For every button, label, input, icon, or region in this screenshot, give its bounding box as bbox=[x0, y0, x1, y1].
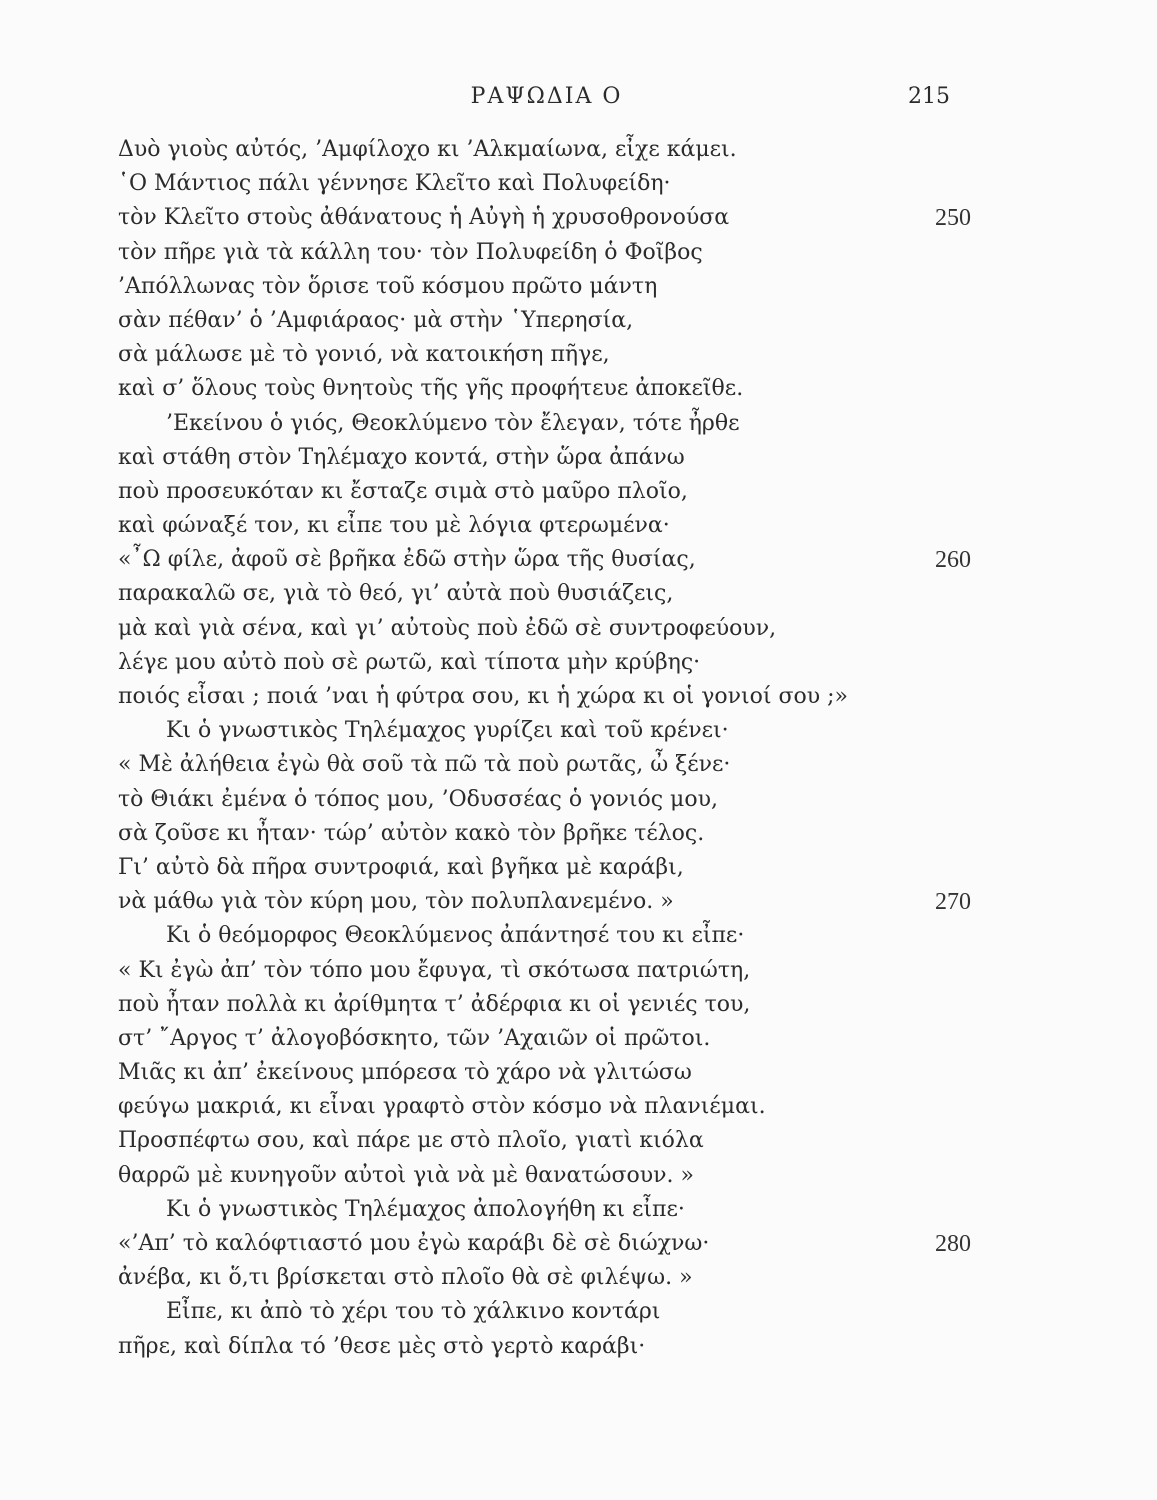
verse-text: ποὺ ἦταν πολλὰ κι ἀρίθμητα τ’ ἀδέρφια κι οἱ γενιές του, bbox=[118, 991, 751, 1017]
verse-text: «῏Ω φίλε, ἀφοῦ σὲ βρῆκα ἐδῶ στὴν ὥρα τῆς θυσίας, bbox=[118, 547, 696, 573]
verse-line bbox=[118, 885, 971, 919]
verse-line bbox=[118, 612, 968, 646]
verse-line bbox=[118, 1056, 968, 1090]
verse-text: μὰ καὶ γιὰ σένα, καὶ γι’ αὐτοὺς ποὺ ἐδῶ σὲ συντροφεύουν, bbox=[118, 615, 777, 641]
verse-line bbox=[118, 783, 968, 817]
verse-line bbox=[118, 441, 968, 475]
verse-text: Προσπέφτω σου, καὶ πάρε με στὸ πλοῖο, γιατὶ κιόλα bbox=[118, 1128, 704, 1154]
verse-line bbox=[118, 680, 968, 714]
verse-text: πῆρε, καὶ δίπλα τό ’θεσε μὲς στὸ γερτὸ καράβι· bbox=[118, 1333, 646, 1359]
verse-text: Δυὸ γιοὺς αὐτός, ’Αμφίλοχο κι ’Αλκμαίωνα, εἶχε κάμει. bbox=[118, 137, 737, 162]
verse-line bbox=[118, 646, 968, 680]
verse-line bbox=[118, 1330, 968, 1364]
verse-text: « Κι ἐγὼ ἀπ’ τὸν τόπο μου ἔφυγα, τὶ σκότωσα πατριώτη, bbox=[118, 957, 751, 983]
verse-line bbox=[118, 1295, 968, 1329]
verse-text: ’Απόλλωνας τὸν ὅρισε τοῦ κόσμου πρῶτο μάντη bbox=[118, 273, 658, 299]
verse-text: Κι ὁ θεόμορφος Θεοκλύμενος ἀπάντησέ του κι εἶπε· bbox=[166, 923, 745, 949]
verse-text: ποὺ προσευκόταν κι ἔσταζε σιμὰ στὸ μαῦρο πλοῖο, bbox=[118, 478, 688, 504]
verse-text: Γι’ αὐτὸ δὰ πῆρα συντροφιά, καὶ βγῆκα μὲ καράβι, bbox=[118, 854, 684, 880]
verse-text: ῾Ο Μάντιος πάλι γέννησε Κλεῖτο καὶ Πολυφείδη· bbox=[118, 171, 671, 197]
verse-line bbox=[118, 748, 968, 782]
verse-text: καὶ σ’ ὅλους τοὺς θνητοὺς τῆς γῆς προφήτευε ἀποκεῖθε. bbox=[118, 376, 744, 402]
verse-line bbox=[118, 372, 968, 406]
verse-line bbox=[118, 338, 968, 372]
verse-text: Εἶπε, κι ἀπὸ τὸ χέρι του τὸ χάλκινο κοντάρι bbox=[166, 1299, 661, 1325]
verse-line bbox=[118, 475, 968, 509]
verse-line bbox=[118, 714, 968, 748]
verse-line bbox=[118, 167, 968, 201]
verse-line bbox=[118, 543, 971, 577]
verse-line bbox=[118, 407, 968, 441]
verse-text: ’Εκείνου ὁ γιός, Θεοκλύμενο τὸν ἔλεγαν, τότε ἦρθε bbox=[166, 410, 740, 436]
line-number: 270 bbox=[935, 889, 971, 916]
verse-line bbox=[118, 1193, 968, 1227]
verse-line bbox=[118, 577, 968, 611]
verse-line bbox=[118, 304, 968, 338]
verse-line bbox=[118, 1261, 968, 1295]
verse-text: θαρρῶ μὲ κυνηγοῦν αὐτοὶ γιὰ νὰ μὲ θανατώσουν. » bbox=[118, 1162, 694, 1188]
verse-line bbox=[118, 1159, 968, 1193]
chapter-title: ΡΑΨΩΔΙΑ Ο bbox=[470, 84, 623, 109]
verse-line bbox=[118, 270, 968, 304]
verse-line bbox=[118, 1124, 968, 1158]
verse-text: παρακαλῶ σε, γιὰ τὸ θεό, γι’ αὐτὰ ποὺ θυσιάζεις, bbox=[118, 581, 674, 607]
verse-text: « Μὲ ἀλήθεια ἐγὼ θὰ σοῦ τὰ πῶ τὰ ποὺ ρωτᾶς, ὦ ξένε· bbox=[118, 752, 731, 778]
verse-text: λέγε μου αὐτὸ ποὺ σὲ ρωτῶ, καὶ τίποτα μὴν κρύβης· bbox=[118, 649, 701, 675]
verse-line bbox=[118, 509, 968, 543]
verse-line bbox=[118, 954, 968, 988]
verse-line bbox=[118, 236, 968, 270]
verse-line bbox=[118, 851, 968, 885]
verse-text: ποιός εἶσαι ; ποιά ’ναι ἡ φύτρα σου, κι ἡ χώρα κι οἱ γονιοί σου ;» bbox=[118, 684, 848, 709]
verse-text: καὶ φώναξέ τον, κι εἶπε του μὲ λόγια φτερωμένα· bbox=[118, 513, 670, 539]
line-number: 280 bbox=[935, 1231, 971, 1257]
verse-text: τὸ Θιάκι ἐμένα ὁ τόπος μου, ’Οδυσσέας ὁ γονιός μου, bbox=[118, 786, 718, 812]
verse-line bbox=[118, 1090, 968, 1124]
verse-text: καὶ στάθη στὸν Τηλέμαχο κοντά, στὴν ὥρα ἀπάνω bbox=[118, 444, 685, 470]
verse-text: Κι ὁ γνωστικὸς Τηλέμαχος ἀπολογήθη κι εἶπε· bbox=[166, 1196, 685, 1222]
verse-text: τὸν πῆρε γιὰ τὰ κάλλη του· τὸν Πολυφείδη ὁ Φοῖβος bbox=[118, 239, 703, 265]
verse-line bbox=[118, 988, 968, 1022]
verse-line bbox=[118, 817, 968, 851]
poem-text bbox=[118, 133, 971, 1364]
verse-text: Κι ὁ γνωστικὸς Τηλέμαχος γυρίζει καὶ τοῦ κρένει· bbox=[166, 718, 729, 744]
page-number: 215 bbox=[908, 84, 950, 109]
verse-line bbox=[118, 201, 971, 235]
verse-line bbox=[118, 1227, 971, 1261]
verse-text: φεύγω μακριά, κι εἶναι γραφτὸ στὸν κόσμο νὰ πλανιέμαι. bbox=[118, 1094, 766, 1120]
verse-line bbox=[118, 919, 968, 953]
verse-text: σὰ μάλωσε μὲ τὸ γονιό, νὰ κατοικήση πῆγε, bbox=[118, 342, 610, 368]
verse-line bbox=[118, 133, 968, 167]
line-number: 260 bbox=[935, 547, 971, 574]
verse-text: σὰ ζοῦσε κι ἦταν· τώρ’ αὐτὸν κακὸ τὸν βρῆκε τέλος. bbox=[118, 820, 705, 846]
verse-text: Μιᾶς κι ἀπ’ ἐκείνους μπόρεσα τὸ χάρο νὰ γλιτώσω bbox=[118, 1060, 692, 1086]
verse-text: νὰ μάθω γιὰ τὸν κύρη μου, τὸν πολυπλανεμένο. » bbox=[118, 889, 674, 915]
line-number: 250 bbox=[935, 205, 971, 232]
verse-text: σὰν πέθαν’ ὁ ’Αμφιάραος· μὰ στὴν ῾Υπερησία, bbox=[118, 307, 634, 333]
verse-line bbox=[118, 1022, 968, 1056]
verse-text: «’Απ’ τὸ καλόφτιαστό μου ἐγὼ καράβι δὲ σὲ διώχνω· bbox=[118, 1231, 710, 1256]
verse-text: τὸν Κλεῖτο στοὺς ἀθάνατους ἡ Αὐγὴ ἡ χρυσοθρονούσα bbox=[118, 205, 730, 231]
verse-text: στ’ ῎Αργος τ’ ἀλογοβόσκητο, τῶν ’Αχαιῶν οἱ πρῶτοι. bbox=[118, 1025, 711, 1051]
running-head bbox=[0, 80, 1157, 120]
verse-text: ἀνέβα, κι ὅ,τι βρίσκεται στὸ πλοῖο θὰ σὲ φιλέψω. » bbox=[118, 1265, 693, 1291]
